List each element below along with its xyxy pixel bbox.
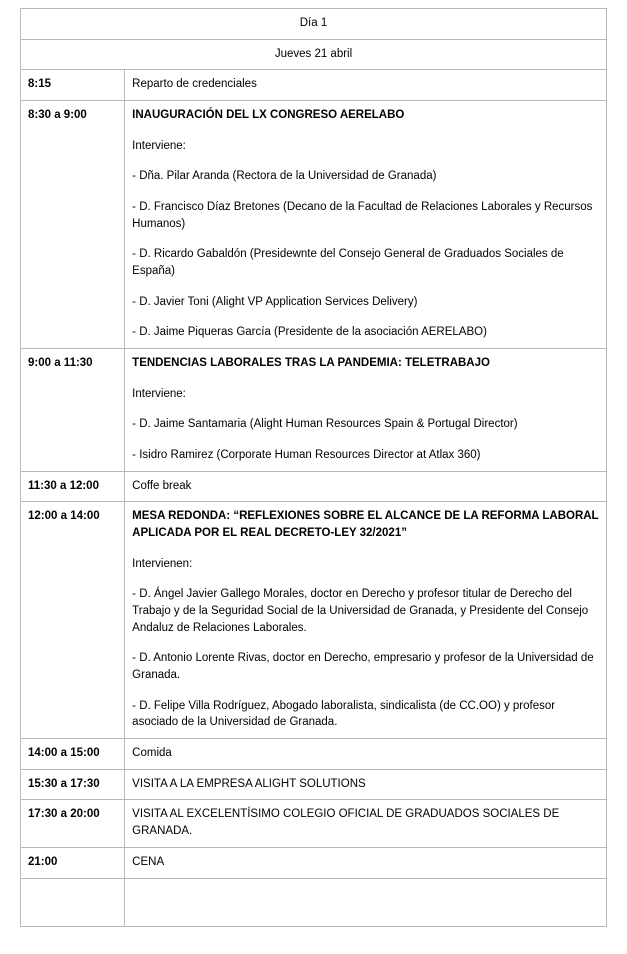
- schedule-rows: [21, 70, 607, 926]
- session-heading: MESA REDONDA: “REFLEXIONES SOBRE EL ALCANCE DE LA REFORMA LABORAL APLICADA POR EL REAL DECRETO-LEY 32/2021”: [132, 510, 599, 540]
- document-title: Día 1: [21, 9, 607, 40]
- table-row: [21, 349, 607, 472]
- schedule-table: [20, 8, 607, 927]
- table-row: [21, 800, 607, 847]
- table-row: [21, 739, 607, 770]
- session-description: [125, 800, 607, 847]
- table-row: [21, 101, 607, 349]
- table-row: [21, 70, 607, 101]
- session-description: [125, 349, 607, 472]
- table-row: [21, 502, 607, 739]
- schedule-table-body: [21, 9, 607, 70]
- empty-cell-time: [21, 878, 125, 926]
- table-row: [21, 769, 607, 800]
- empty-row: [21, 878, 607, 926]
- session-text: Intervienen:: [132, 557, 193, 570]
- title-row: [21, 9, 607, 40]
- session-description: [125, 502, 607, 739]
- session-text: Coffe break: [132, 479, 192, 492]
- document-subtitle: Jueves 21 abril: [21, 39, 607, 70]
- session-description: [125, 70, 607, 101]
- session-text: - Isidro Ramirez (Corporate Human Resources Director at Atlax 360): [132, 449, 481, 462]
- session-text: CENA: [132, 855, 165, 868]
- session-text: - D. Antonio Lorente Rivas, doctor en Derecho, empresario y profesor de la Universidad de Granada.: [132, 652, 594, 682]
- session-text: - D. Ángel Javier Gallego Morales, doctor en Derecho y profesor titular de Derecho del Trabajo y de la Seguridad Social de la Universidad de Granada, y Presidente del Consejo Andaluz de Relaciones Laborales.: [132, 588, 589, 634]
- session-description: [125, 471, 607, 502]
- session-text: - D. Francisco Díaz Bretones (Decano de la Facultad de Relaciones Laborales y Recursos Humanos): [132, 201, 593, 230]
- session-heading: TENDENCIAS LABORALES TRAS LA PANDEMIA: TELETRABAJO: [132, 357, 490, 370]
- session-text: - Dña. Pilar Aranda (Rectora de la Universidad de Granada): [132, 170, 437, 183]
- session-text: - D. Jaime Piqueras García (Presidente de la asociación AERELABO): [132, 326, 487, 339]
- subtitle-row: [21, 39, 607, 70]
- session-text: Reparto de credenciales: [132, 78, 257, 91]
- session-time: 8:15: [21, 70, 125, 101]
- session-time: 11:30 a 12:00: [21, 471, 125, 502]
- session-description: [125, 847, 607, 878]
- session-text: VISITA A LA EMPRESA ALIGHT SOLUTIONS: [132, 777, 366, 790]
- session-text: Interviene:: [132, 387, 186, 400]
- session-description: [125, 769, 607, 800]
- session-text: Comida: [132, 747, 172, 760]
- session-text: - D. Javier Toni (Alight VP Application Services Delivery): [132, 295, 418, 308]
- session-heading: INAUGURACIÓN DEL LX CONGRESO AERELABO: [132, 109, 405, 122]
- session-text: - D. Felipe Villa Rodríguez, Abogado laboralista, sindicalista (de CC.OO) y profesor asociado de la Universidad de Granada.: [132, 699, 556, 729]
- session-time: 8:30 a 9:00: [21, 101, 125, 349]
- session-time: 14:00 a 15:00: [21, 739, 125, 770]
- table-row: [21, 471, 607, 502]
- session-time: 9:00 a 11:30: [21, 349, 125, 472]
- session-description: [125, 739, 607, 770]
- session-text: Interviene:: [132, 139, 186, 152]
- session-time: 12:00 a 14:00: [21, 502, 125, 739]
- session-text: - D. Ricardo Gabaldón (Presidewnte del Consejo General de Graduados Sociales de España): [132, 248, 564, 278]
- table-row: [21, 847, 607, 878]
- session-text: VISITA AL EXCELENTÍSIMO COLEGIO OFICIAL DE GRADUADOS SOCIALES DE GRANADA.: [132, 808, 560, 838]
- session-text: - D. Jaime Santamaria (Alight Human Resources Spain & Portugal Director): [132, 418, 518, 431]
- empty-cell-body: [125, 878, 607, 926]
- session-description: [125, 101, 607, 349]
- session-time: 17:30 a 20:00: [21, 800, 125, 847]
- session-time: 21:00: [21, 847, 125, 878]
- session-time: 15:30 a 17:30: [21, 769, 125, 800]
